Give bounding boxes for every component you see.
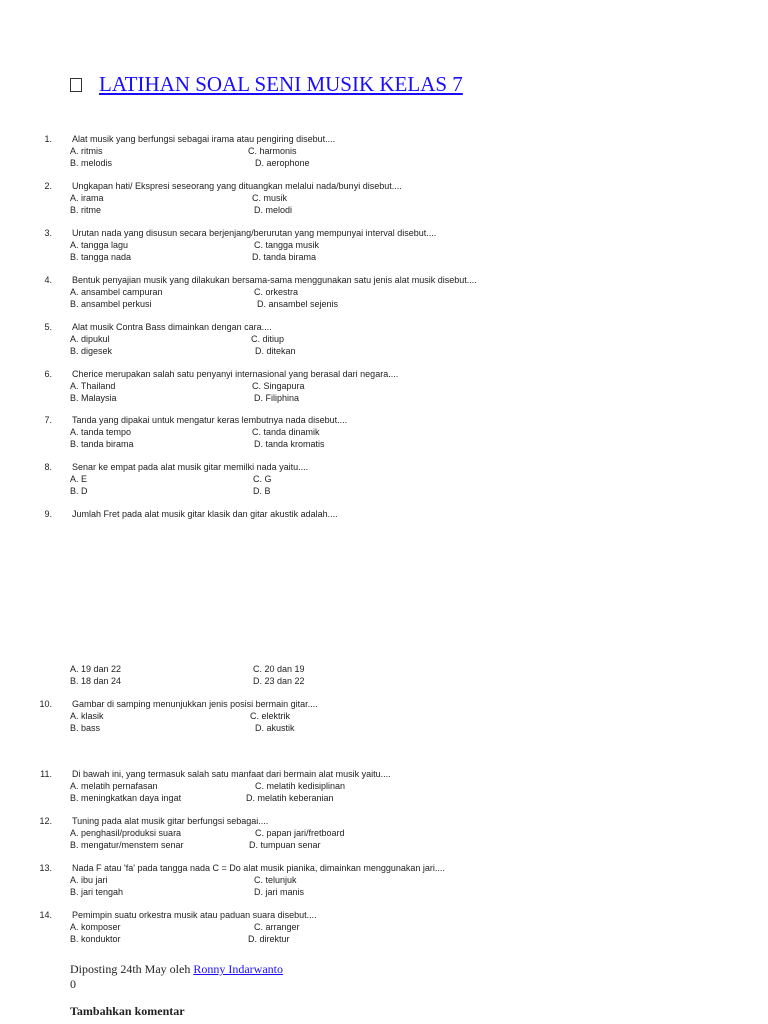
question-number: 13. [39, 863, 52, 873]
option-a: A. E [70, 474, 88, 484]
option-c: C. elektrik [250, 711, 291, 721]
question-number: 9. [44, 509, 52, 519]
option-a: A. ansambel campuran [70, 287, 163, 297]
option-c: C. melatih kedisiplinan [255, 781, 346, 791]
option-a: A. ritmis [70, 146, 103, 156]
option-d: D. akustik [255, 723, 295, 733]
option-a: A. tangga lagu [70, 240, 129, 250]
option-d: D. melatih keberanian [246, 793, 334, 803]
question-text: Tuning pada alat musik gitar berfungsi sebagai.... [72, 816, 269, 826]
question-item [30, 275, 730, 311]
question-number: 10. [39, 699, 52, 709]
title-row [70, 72, 463, 97]
question-text: Nada F atau 'fa' pada tangga nada C = Do alat musik pianika, dimainkan menggunakan jari.... [72, 863, 445, 873]
option-a: A. tanda tempo [70, 427, 132, 437]
option-b: B. 18 dan 24 [70, 676, 122, 686]
question-number: 8. [44, 462, 52, 472]
option-a: A. melatih pernafasan [70, 781, 158, 791]
post-meta [70, 962, 283, 977]
question-text: Alat musik Contra Bass dimainkan dengan cara.... [72, 322, 272, 332]
question-text: Ungkapan hati/ Ekspresi seseorang yang dituangkan melalui nada/bunyi disebut.... [72, 181, 402, 191]
question-text: Gambar di samping menunjukkan jenis posisi bermain gitar.... [72, 699, 318, 709]
option-b: B. jari tengah [70, 887, 124, 897]
option-a: A. 19 dan 22 [70, 664, 122, 674]
question-text: Tanda yang dipakai untuk mengatur keras lembutnya nada disebut.... [72, 415, 348, 425]
option-b: B. bass [70, 723, 101, 733]
option-c: C. telunjuk [254, 875, 297, 885]
add-comment-heading: Tambahkan komentar [70, 1004, 185, 1018]
question-item [30, 134, 730, 170]
option-d: D. melodi [254, 205, 293, 215]
option-a: A. dipukul [70, 334, 110, 344]
question-item [30, 863, 730, 899]
question-item [30, 181, 730, 217]
option-c: C. tanda dinamik [252, 427, 320, 437]
option-c: C. tangga musik [254, 240, 320, 250]
question-item [30, 509, 730, 689]
option-d: D. tumpuan senar [249, 840, 321, 850]
option-b: B. meningkatkan daya ingat [70, 793, 182, 803]
option-d: D. jari manis [254, 887, 305, 897]
question-number: 12. [39, 816, 52, 826]
option-b: B. konduktor [70, 934, 121, 944]
question-number: 7. [44, 415, 52, 425]
checkbox-icon[interactable] [70, 78, 82, 92]
question-text: Di bawah ini, yang termasuk salah satu manfaat dari bermain alat musik yaitu.... [72, 769, 391, 779]
option-c: C. musik [252, 193, 288, 203]
question-text: Pemimpin suatu orkestra musik atau paduan suara disebut.... [72, 910, 317, 920]
option-b: B. ansambel perkusi [70, 299, 152, 309]
question-text: Urutan nada yang disusun secara berjenjang/berurutan yang mempunyai interval disebut.... [72, 228, 437, 238]
option-d: D. tanda birama [252, 252, 317, 262]
option-c: C. ditiup [251, 334, 285, 344]
option-c: C. orkestra [254, 287, 299, 297]
question-item [30, 769, 730, 805]
question-item [30, 462, 730, 498]
question-text: Senar ke empat pada alat musik gitar memilki nada yaitu.... [72, 462, 309, 472]
option-d: D. B [253, 486, 271, 496]
question-item [30, 415, 730, 451]
question-number: 11. [40, 769, 52, 779]
option-c: C. arranger [254, 922, 300, 932]
question-item [30, 699, 730, 735]
option-c: C. harmonis [248, 146, 297, 156]
option-b: B. tanda birama [70, 439, 134, 449]
question-number: 4. [44, 275, 52, 285]
option-c: C. 20 dan 19 [253, 664, 305, 674]
question-item [30, 910, 730, 946]
question-text: Jumlah Fret pada alat musik gitar klasik dan gitar akustik adalah.... [72, 509, 338, 519]
option-a: A. penghasil/produksi suara [70, 828, 182, 838]
question-number: 5. [44, 322, 52, 332]
option-a: A. irama [70, 193, 104, 203]
question-item [30, 322, 730, 358]
option-d: D. aerophone [255, 158, 310, 168]
question-text: Cherice merupakan salah satu penyanyi internasional yang berasal dari negara.... [72, 369, 399, 379]
option-b: B. tangga nada [70, 252, 132, 262]
question-text: Bentuk penyajian musik yang dilakukan bersama-sama menggunakan satu jenis alat musik disebut.... [72, 275, 477, 285]
option-a: A. klasik [70, 711, 104, 721]
option-b: B. D [70, 486, 88, 496]
comment-count[interactable]: 0 [70, 977, 76, 991]
option-a: A. Thailand [70, 381, 116, 391]
option-d: D. Filiphina [254, 393, 300, 403]
option-b: B. mengatur/menstem senar [70, 840, 184, 850]
question-number: 6. [44, 369, 52, 379]
question-number: 2. [44, 181, 52, 191]
option-d: D. direktur [248, 934, 290, 944]
option-b: B. ritme [70, 205, 102, 215]
question-item [30, 816, 730, 852]
option-b: B. melodis [70, 158, 113, 168]
posted-label: Diposting 24th May oleh [70, 962, 191, 976]
question-text: Alat musik yang berfungsi sebagai irama atau pengiring disebut.... [72, 134, 336, 144]
author-link[interactable]: Ronny Indarwanto [193, 962, 283, 976]
option-a: A. komposer [70, 922, 121, 932]
option-c: C. papan jari/fretboard [255, 828, 345, 838]
option-c: C. G [253, 474, 272, 484]
option-d: D. ditekan [255, 346, 296, 356]
option-a: A. ibu jari [70, 875, 108, 885]
option-b: B. digesek [70, 346, 113, 356]
option-d: D. ansambel sejenis [257, 299, 339, 309]
option-c: C. Singapura [252, 381, 305, 391]
option-d: D. 23 dan 22 [253, 676, 305, 686]
question-item [30, 228, 730, 264]
question-number: 1. [44, 134, 52, 144]
option-b: B. Malaysia [70, 393, 117, 403]
option-d: D. tanda kromatis [254, 439, 325, 449]
question-number: 3. [44, 228, 52, 238]
question-number: 14. [39, 910, 52, 920]
question-item [30, 369, 730, 405]
page-title[interactable]: LATIHAN SOAL SENI MUSIK KELAS 7 [99, 72, 463, 96]
